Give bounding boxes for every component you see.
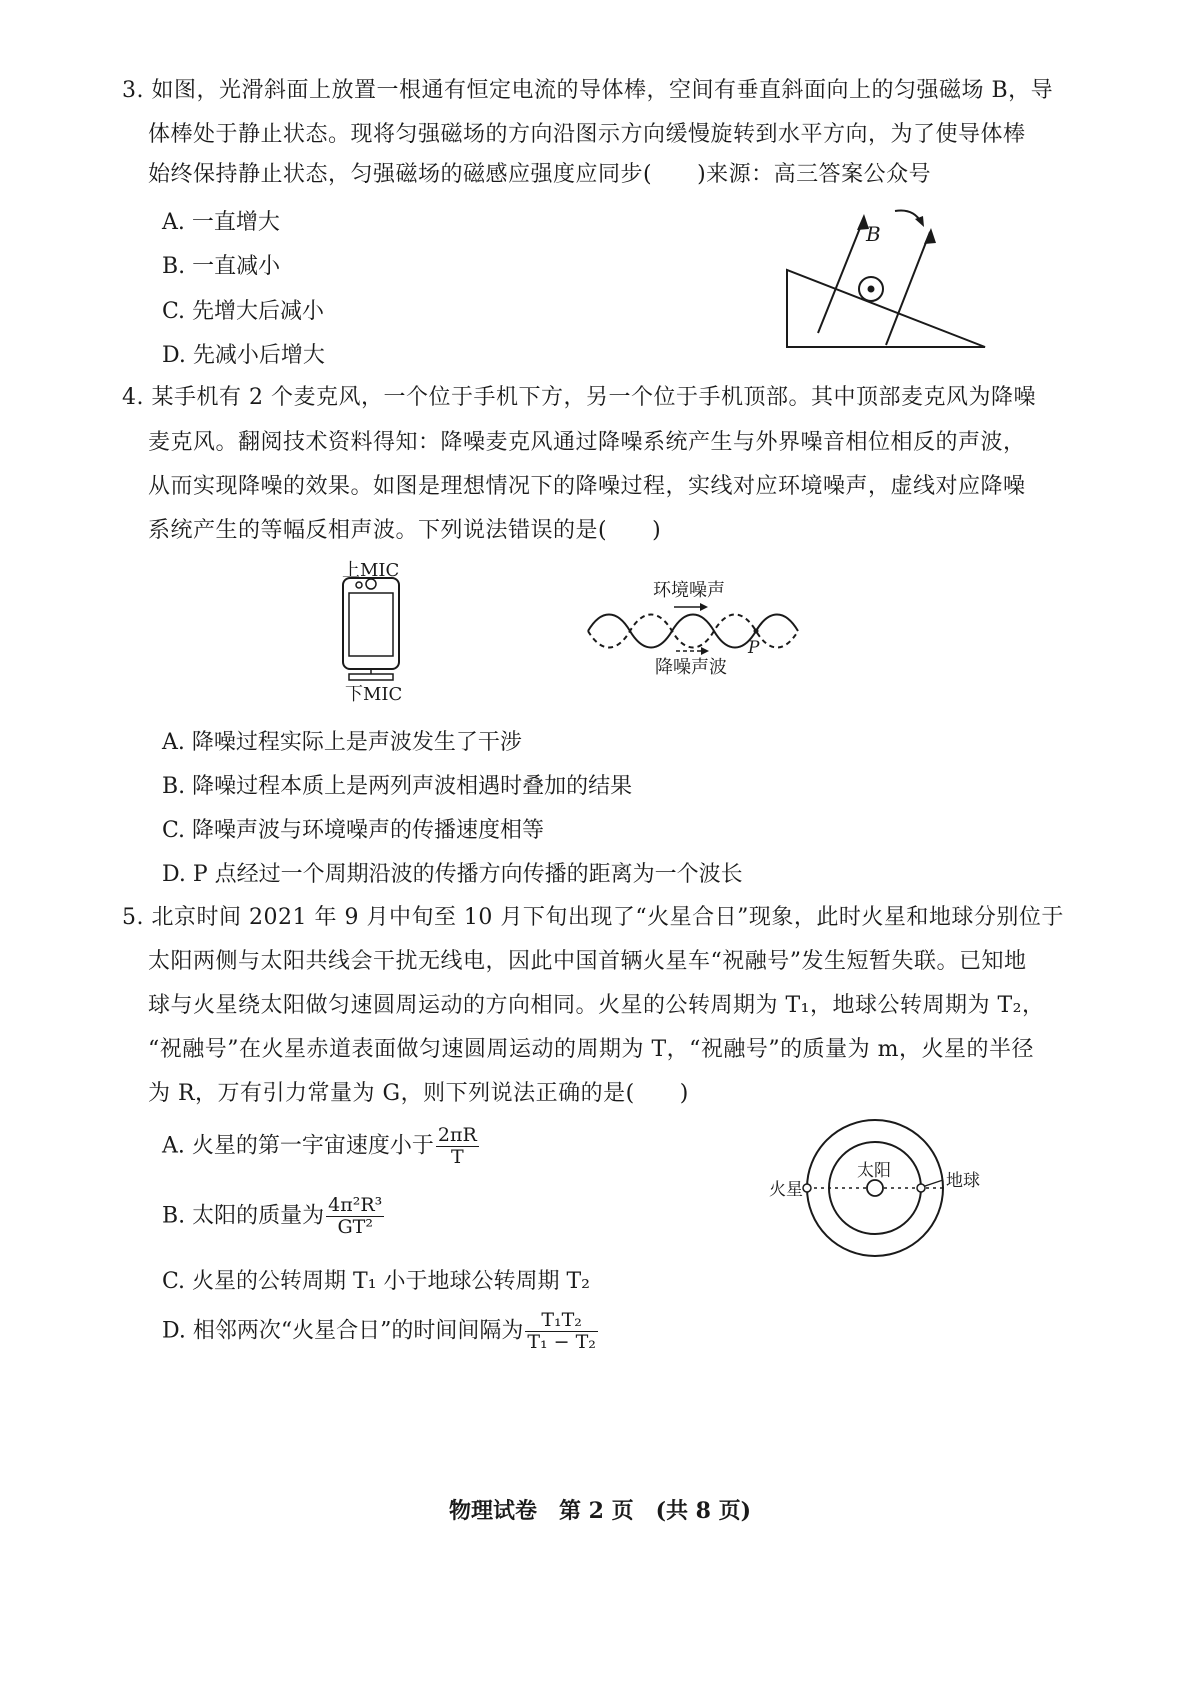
q4-option-a[interactable]: A. 降噪过程实际上是声波发生了干涉 — [162, 730, 522, 755]
point-p-label: P — [748, 638, 760, 658]
q5-line-3: 球与火星绕太阳做匀速圆周运动的方向相同。火星的公转周期为 T₁，地球公转周期为 T₂， — [148, 993, 1045, 1018]
q5-line-5: 为 R，万有引力常量为 G，则下列说法正确的是( ) — [148, 1081, 689, 1106]
q5-line-1: 5. 北京时间 2021 年 9 月中旬至 10 月下旬出现了“火星合日”现象，此时火星和地球分别位于 — [122, 905, 1064, 930]
fraction-denominator: GT² — [337, 1215, 373, 1238]
q4-option-b[interactable]: B. 降噪过程本质上是两列声波相遇时叠加的结果 — [162, 774, 633, 799]
phone-bottom-mic-label: 下MIC — [345, 684, 403, 705]
q3-option-a[interactable]: A. 一直增大 — [162, 210, 280, 235]
q5-line-2: 太阳两侧与太阳共线会干扰无线电，因此中国首辆火星车“祝融号”发生短暂失联。已知地 — [148, 949, 1027, 974]
q3-line-2: 体棒处于静止状态。现将匀强磁场的方向沿图示方向缓慢旋转到水平方向，为了使导体棒 — [148, 122, 1026, 147]
fraction-numerator: T₁T₂ — [525, 1310, 598, 1332]
fraction-synodic-period — [525, 1310, 598, 1353]
q4-line-1: 4. 某手机有 2 个麦克风，一个位于手机下方，另一个位于手机顶部。其中顶部麦克风为降噪 — [122, 385, 1036, 410]
q3-line-1: 3. 如图，光滑斜面上放置一根通有恒定电流的导体棒，空间有垂直斜面向上的匀强磁场 B，导 — [122, 78, 1054, 103]
q4-line-4: 系统产生的等幅反相声波。下列说法错误的是( ) — [148, 518, 662, 543]
q5-option-d-text: D. 相邻两次“火星合日”的时间间隔为 — [162, 1318, 524, 1344]
q5-option-d[interactable] — [162, 1310, 598, 1353]
q4-option-d[interactable]: D. P 点经过一个周期沿波的传播方向传播的距离为一个波长 — [162, 862, 743, 887]
page-footer: 物理试卷 第 2 页 (共 8 页) — [448, 1498, 752, 1524]
q3-line-3: 始终保持静止状态，匀强磁场的磁感应强度应同步( )来源：高三答案公众号 — [148, 162, 932, 187]
sun-icon — [867, 1180, 883, 1196]
q5-option-a-text: A. 火星的第一宇宙速度小于 — [162, 1133, 434, 1159]
q4-option-c[interactable]: C. 降噪声波与环境噪声的传播速度相等 — [162, 818, 545, 843]
q5-option-c-text: C. 火星的公转周期 T₁ 小于地球公转周期 T₂ — [162, 1269, 591, 1294]
q4-line-2: 麦克风。翻阅技术资料得知：降噪麦克风通过降噪系统产生与外界噪音相位相反的声波， — [148, 430, 1026, 455]
fraction-denominator: T₁ − T₂ — [527, 1330, 596, 1353]
earth-planet-icon — [917, 1184, 925, 1192]
q3-option-b[interactable]: B. 一直减小 — [162, 254, 281, 279]
ambient-noise-label: 环境噪声 — [653, 580, 725, 601]
q5-option-b-text: B. 太阳的质量为 — [162, 1203, 325, 1229]
q4-line-3: 从而实现降噪的效果。如图是理想情况下的降噪过程，实线对应环境噪声，虚线对应降噪 — [148, 474, 1026, 499]
phone-top-mic-label: 上MIC — [342, 560, 400, 581]
mars-planet-icon — [803, 1184, 811, 1192]
anti-noise-label: 降噪声波 — [655, 657, 727, 678]
fraction-denominator: T — [450, 1145, 464, 1168]
mars-label: 火星 — [769, 1180, 803, 1200]
earth-label: 地球 — [946, 1171, 980, 1191]
q5-line-4: “祝融号”在火星赤道表面做匀速圆周运动的周期为 T，“祝融号”的质量为 m，火星的半径 — [148, 1037, 1035, 1062]
sun-label: 太阳 — [857, 1161, 891, 1181]
fraction-numerator: 2πR — [437, 1124, 477, 1146]
field-label-b: B — [866, 222, 881, 246]
earth-label-leader — [925, 1180, 943, 1186]
fraction-numerator: 4π²R³ — [328, 1194, 383, 1216]
q3-option-d[interactable]: D. 先减小后增大 — [162, 343, 325, 368]
q3-option-c[interactable]: C. 先增大后减小 — [162, 299, 325, 324]
